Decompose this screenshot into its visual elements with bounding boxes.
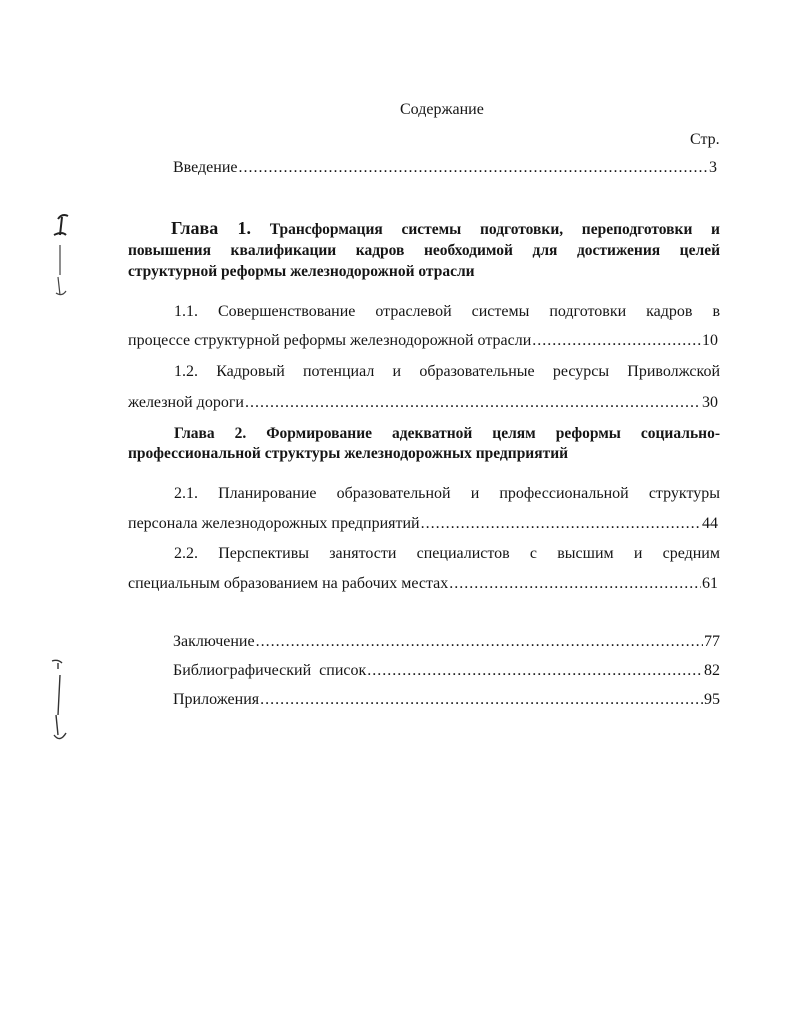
toc-entry-label: процессе структурной реформы железнодорожной отрасли <box>128 332 532 349</box>
toc-entry-1-1 <box>128 332 718 350</box>
toc-entry-label: специальным образованием на рабочих местах <box>128 575 449 592</box>
margin-handwriting-mark-top <box>40 205 80 315</box>
toc-entry-label: Библиографический список <box>173 662 367 679</box>
toc-entry-2-1 <box>128 515 718 533</box>
toc-entry-page: 61 <box>702 575 718 592</box>
toc-entry-page: 44 <box>702 515 718 532</box>
toc-entry-page: 82 <box>704 662 720 679</box>
leader-dots <box>239 159 709 177</box>
toc-entry-intro <box>173 159 717 177</box>
chapter-1-heading-line-3: структурной реформы железнодорожной отрасли <box>128 263 475 280</box>
toc-entry-page: 3 <box>709 159 717 176</box>
leader-dots <box>367 662 703 680</box>
toc-entry-2-2 <box>128 575 718 593</box>
leader-dots <box>256 633 703 651</box>
toc-entry-conclusion <box>173 633 720 651</box>
section-1-1-line-1: 1.1. Совершенствование отраслевой системы подготовки кадров в <box>174 303 720 320</box>
toc-entry-page: 10 <box>702 332 718 349</box>
toc-entry-label: Заключение <box>173 633 255 650</box>
toc-title: Содержание <box>400 101 484 118</box>
toc-entry-label: Приложения <box>173 691 260 708</box>
toc-entry-page: 30 <box>702 394 718 411</box>
chapter-1-heading-line-2: повышения квалификации кадров необходимой для достижения целей <box>128 242 720 259</box>
leader-dots <box>245 394 701 412</box>
section-2-1-line-1: 2.1. Планирование образовательной и профессиональной структуры <box>174 485 720 502</box>
toc-entry-label: Введение <box>173 159 238 176</box>
toc-entry-1-2 <box>128 394 718 412</box>
margin-handwriting-mark-bottom <box>40 655 80 750</box>
chapter-1-heading-line-1: Глава 1. Трансформация системы подготовки, переподготовки и <box>171 218 720 238</box>
leader-dots <box>449 575 701 593</box>
section-1-2-line-1: 1.2. Кадровый потенциал и образовательные ресурсы Приволжской <box>174 363 720 380</box>
toc-entry-label: железной дороги <box>128 394 244 411</box>
chapter-2-heading-line-2: профессиональной структуры железнодорожных предприятий <box>128 445 569 462</box>
toc-entry-page: 77 <box>704 633 720 650</box>
leader-dots <box>421 515 701 533</box>
leader-dots <box>532 332 701 350</box>
section-2-2-line-1: 2.2. Перспективы занятости специалистов с высшим и средним <box>174 545 720 562</box>
toc-entry-label: персонала железнодорожных предприятий <box>128 515 420 532</box>
leader-dots <box>260 691 703 709</box>
chapter-2-heading-line-1: Глава 2. Формирование адекватной целям реформы социально- <box>174 425 720 442</box>
page-column-label: Стр. <box>690 131 720 148</box>
toc-entry-bibliography <box>173 662 720 680</box>
chapter-1-prefix: Глава 1. <box>171 218 252 238</box>
toc-entry-appendices <box>173 691 720 709</box>
toc-entry-page: 95 <box>704 691 720 708</box>
